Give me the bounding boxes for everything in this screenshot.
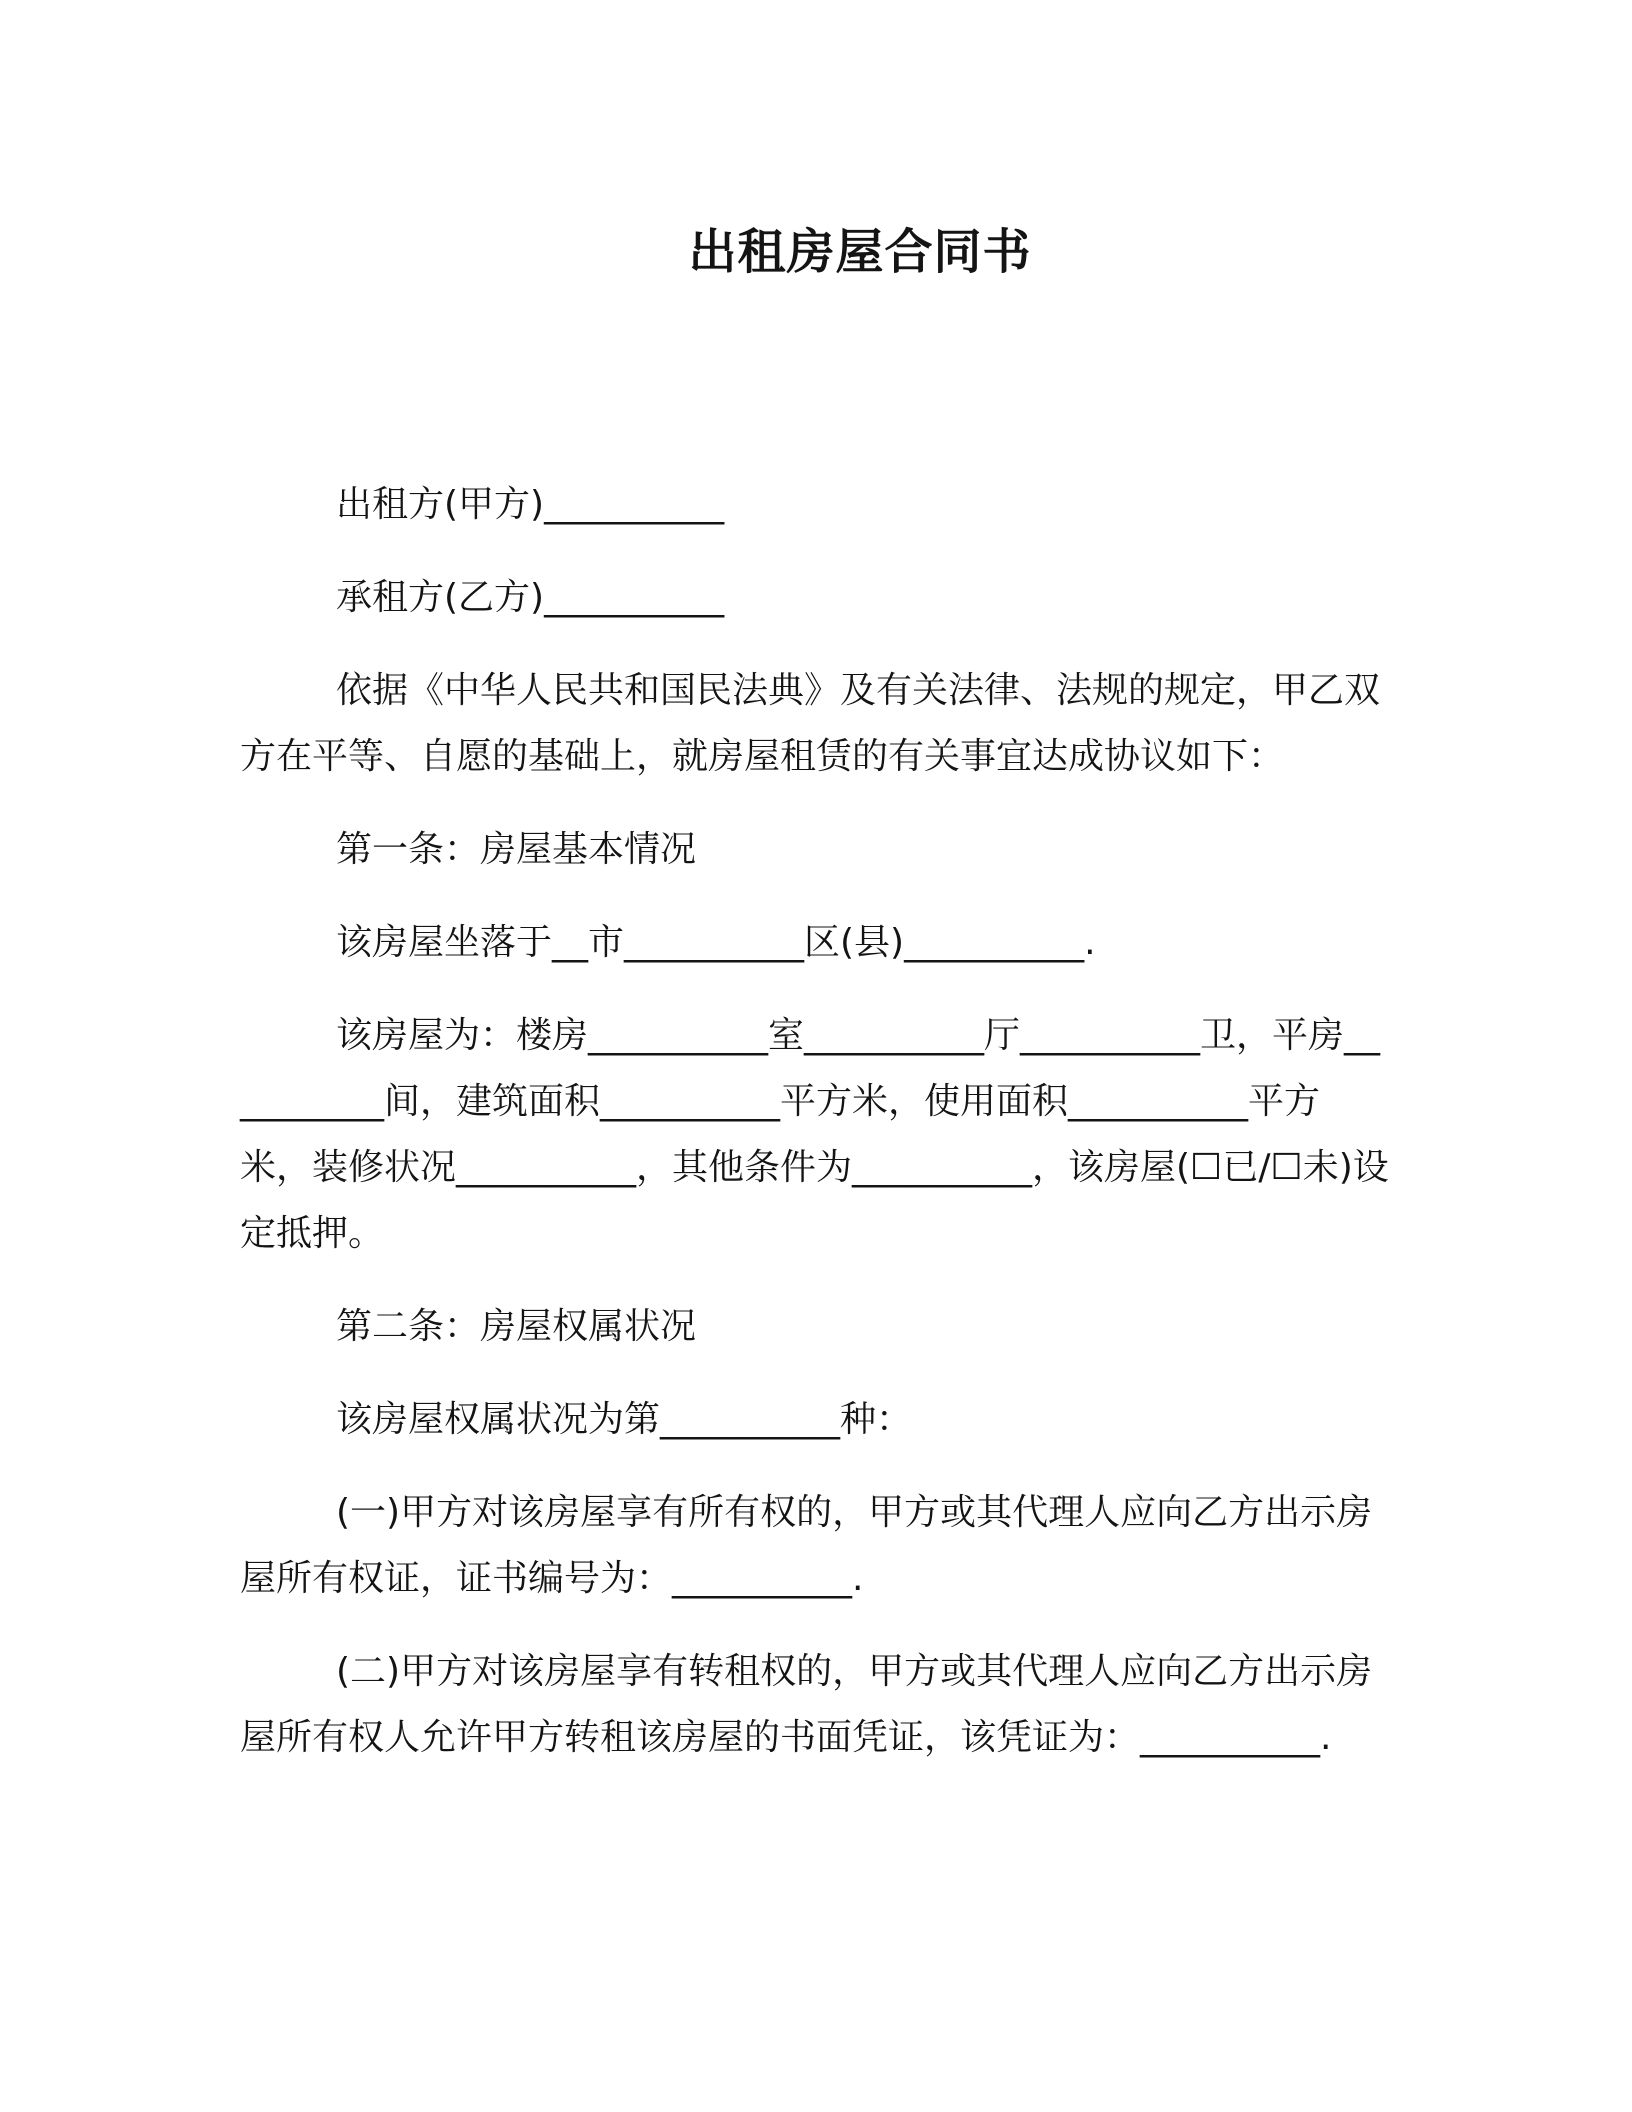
article-two-heading: 第二条：房屋权属状况 <box>336 1306 697 1347</box>
ownership-clause-one: (一)甲方对该房屋享有所有权的，甲方或其代理人应向乙方出示房屋所有权证，证书编号为：__________. <box>240 1492 1373 1599</box>
lessor-line: 出租方(甲方)__________ <box>336 484 725 525</box>
document-body <box>240 472 1390 1798</box>
preamble-paragraph: 依据《中华人民共和国民法典》及有关法律、法规的规定，甲乙双方在平等、自愿的基础上，就房屋租赁的有关事宜达成协议如下： <box>240 670 1381 777</box>
document-title: 出租房屋合同书 <box>688 224 1032 280</box>
lessee-line: 承租方(乙方)__________ <box>336 577 725 618</box>
ownership-clause-two: (二)甲方对该房屋享有转租权的，甲方或其代理人应向乙方出示房屋所有权人允许甲方转租该房屋的书面凭证，该凭证为：__________. <box>240 1651 1373 1758</box>
ownership-type-paragraph: 该房屋权属状况为第__________种： <box>336 1399 913 1440</box>
property-description-paragraph: 该房屋为：楼房__________室__________厅__________卫，平房__________间，建筑面积__________平方米，使用面积__________平方米，装修状况__________，其他条件为__________，该房屋(☐已/☐未)设定抵押。 <box>240 1015 1389 1254</box>
article-one-heading: 第一条：房屋基本情况 <box>336 829 697 870</box>
property-location-paragraph: 该房屋坐落于__市__________区(县)__________. <box>336 922 1096 963</box>
